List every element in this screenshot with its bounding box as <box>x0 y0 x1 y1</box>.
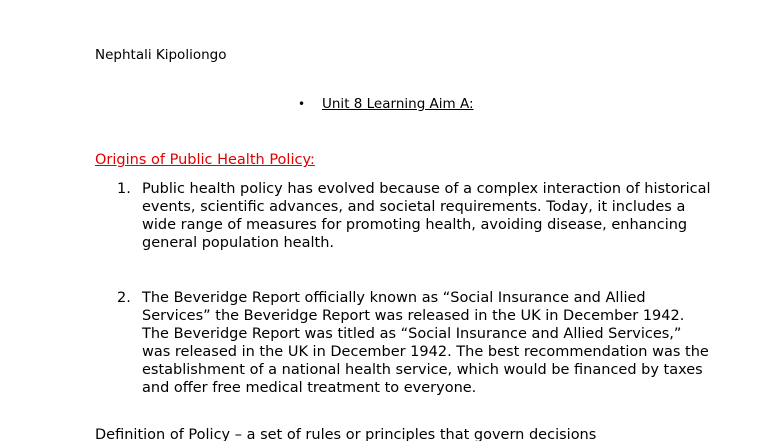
list-item <box>117 289 717 397</box>
policy-definition: Definition of Policy – a set of rules or principles that govern decisions <box>95 427 597 441</box>
bullet-icon: • <box>298 97 306 111</box>
unit-heading <box>298 95 474 113</box>
list-item-text: Public health policy has evolved because of a complex interaction of historical events, scientific advances, and societal requirements. Today, it includes a wide range of measures for promoting health, avoiding disease, enhancing general population health. <box>142 181 711 251</box>
list-item-number: 1. <box>117 181 131 197</box>
list-item-text: The Beveridge Report officially known as “Social Insurance and Allied Services” the Beveridge Report was released in the UK in December 1942. The Beveridge Report was titled as “Social Insurance and Allied Services,” was released in the UK in December 1942. The best recommendation was the establishment of a national health service, which would be financed by taxes and offer free medical treatment to everyone. <box>142 290 709 396</box>
list-item <box>117 180 717 252</box>
list-item-number: 2. <box>117 290 131 306</box>
unit-heading-text: Unit 8 Learning Aim A: <box>322 96 474 112</box>
author-name: Nephtali Kipoliongo <box>95 47 227 63</box>
section-title: Origins of Public Health Policy: <box>95 152 315 168</box>
